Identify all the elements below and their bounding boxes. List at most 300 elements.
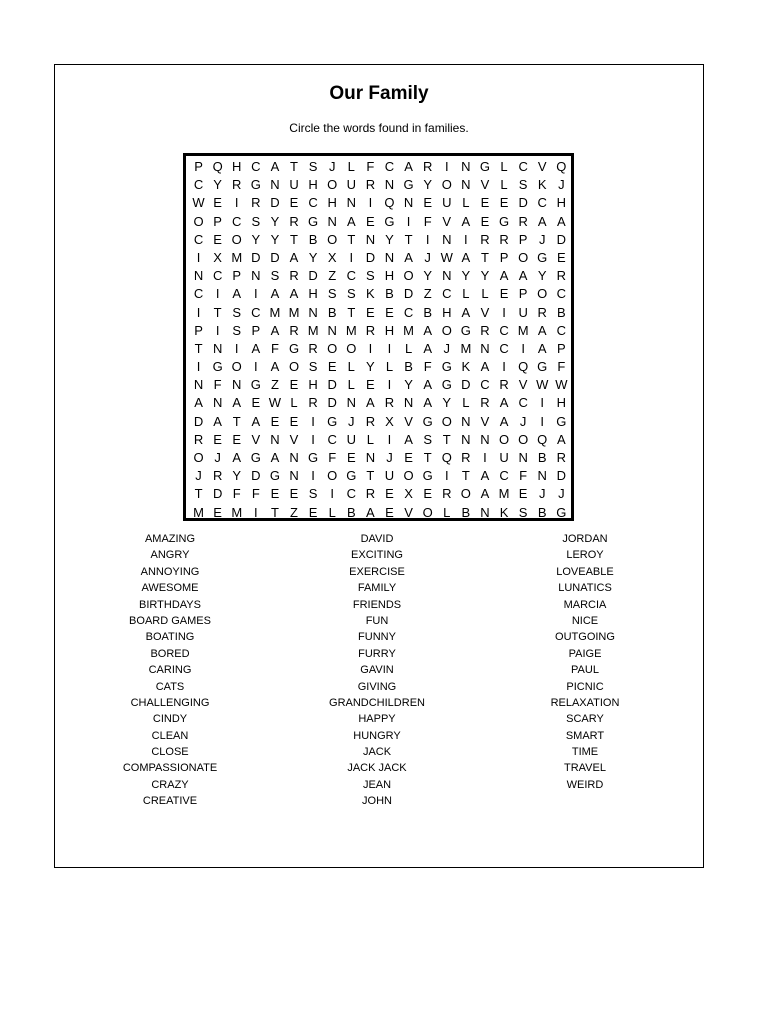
grid-letter: I [311,413,315,429]
grid-letter: Y [213,177,222,193]
word-list-item: NICE [571,614,599,627]
grid-letter: R [289,322,299,338]
word-list-item: CLEAN [151,729,189,742]
grid-letter: R [556,450,567,465]
grid-letter: D [556,468,567,484]
grid-letter: S [270,268,280,284]
grid-letter: A [423,322,432,338]
grid-letter: D [461,377,471,393]
grid-letter: J [386,450,393,465]
grid-letter: S [251,213,261,229]
grid-letter: E [213,195,222,211]
grid-letter: I [196,304,201,320]
grid-letter: O [441,177,452,193]
grid-letter: V [404,504,413,520]
grid-letter: A [461,249,471,265]
grid-letter: W [536,377,549,393]
grid-letter: O [403,268,414,284]
grid-letter: N [346,395,356,411]
grid-letter: K [366,286,375,302]
grid-letter: A [480,486,490,502]
grid-letter: M [307,322,319,338]
grid-letter: I [234,195,239,211]
grid-letter: O [441,322,452,338]
grid-letter: S [327,286,337,302]
grid-letter: G [537,359,548,375]
grid-letter: E [385,304,394,320]
grid-letter: C [518,159,528,174]
grid-letter: R [251,195,261,211]
grid-letter: M [269,304,281,320]
grid-letter: Y [404,377,413,393]
grid-letter: G [308,213,319,229]
grid-letter: F [557,359,566,375]
grid-letter: G [346,468,357,484]
grid-letter: J [558,486,565,502]
grid-letter: G [556,413,567,429]
grid-letter: C [556,322,567,338]
grid-letter: N [480,340,490,356]
grid-letter: E [289,486,299,502]
word-list-item: HUNGRY [353,729,401,742]
grid-letter: M [517,322,529,338]
grid-letter: N [289,468,299,484]
grid-letter: R [518,213,528,229]
grid-row [189,485,571,503]
grid-letter: E [308,504,318,520]
grid-letter: A [423,377,432,393]
grid-letter: E [346,450,356,465]
grid-letter: E [385,486,394,502]
grid-letter: O [518,431,529,447]
word-list-column-1 [90,531,250,810]
grid-letter: N [289,450,299,465]
word-list-item: GRANDCHILDREN [329,696,425,709]
grid-letter: F [232,486,241,502]
grid-letter: V [480,177,490,193]
grid-letter: Y [251,231,261,247]
grid-letter: O [231,231,242,247]
grid-letter: L [347,359,355,375]
grid-letter: J [519,413,527,429]
grid-letter: A [251,340,261,356]
grid-letter: G [479,159,491,174]
grid-letter: A [461,304,471,320]
grid-letter: V [289,431,299,447]
grid-letter: N [461,177,471,193]
grid-letter: C [251,304,261,320]
grid-letter: N [518,450,528,465]
grid-letter: Y [366,359,375,375]
grid-letter: A [499,268,509,284]
grid-letter: G [441,359,452,375]
grid-letter: M [193,504,204,520]
grid-letter: T [461,468,470,484]
grid-letter: I [444,159,449,174]
grid-letter: T [404,231,413,247]
grid-letter: A [366,395,375,411]
word-list-item: LEROY [566,549,604,562]
grid-row [189,449,571,467]
word-list-item: AWESOME [141,582,199,595]
grid-letter: U [384,468,395,484]
grid-letter: H [556,195,567,211]
grid-letter: R [232,177,242,193]
grid-letter: T [232,413,241,429]
grid-letter: R [193,431,204,447]
grid-letter: P [213,213,222,229]
grid-letter: I [425,231,430,247]
grid-letter: I [464,231,468,247]
grid-letter: R [365,177,376,193]
grid-letter: E [289,377,299,393]
word-list-item: FUN [365,614,389,627]
grid-letter: F [519,468,528,484]
grid-letter: G [460,322,471,338]
grid-letter: E [556,249,566,265]
grid-letter: N [327,213,337,229]
page-title: Our Family [329,83,429,104]
grid-letter: G [403,177,414,193]
grid-letter: R [480,395,490,411]
grid-letter: A [556,213,566,229]
grid-letter: W [555,377,568,393]
grid-letter: H [384,268,395,284]
grid-letter: X [385,413,394,429]
grid-letter: N [365,231,376,247]
grid-letter: L [500,159,508,174]
grid-letter: F [213,377,222,393]
grid-letter: R [499,377,509,393]
grid-letter: C [232,213,242,229]
grid-letter: G [537,249,548,265]
grid-letter: R [422,159,433,174]
word-list-item: ANGRY [150,549,190,562]
grid-row [189,467,571,485]
grid-letter: C [499,340,509,356]
grid-letter: N [384,249,395,265]
grid-letter: D [251,468,261,484]
word-list-item: EXCITING [351,549,403,562]
grid-letter: J [424,249,431,265]
grid-letter: Y [232,468,242,484]
grid-letter: R [480,322,490,338]
word-list-column-3 [505,531,665,793]
word-list-item: FRIENDS [352,598,402,611]
grid-row [189,267,571,285]
word-list-item: LUNATICS [558,582,612,595]
grid-letter: T [423,450,432,465]
grid-row [189,176,571,194]
grid-letter: S [346,286,356,302]
grid-letter: I [387,431,392,447]
grid-letter: O [346,340,357,356]
grid-letter: E [499,286,509,302]
grid-letter: X [327,249,337,265]
word-list-item: MARCIA [563,598,607,611]
word-list-item: CRAZY [151,778,189,791]
grid-letter: M [231,249,243,265]
word-list-item: JACK [362,746,392,759]
grid-letter: E [366,213,375,229]
grid-letter: D [308,268,318,284]
grid-letter: B [346,504,356,520]
grid-row [189,194,571,212]
word-list-item: CINDY [152,713,188,726]
grid-letter: I [349,249,354,265]
grid-letter: I [234,340,239,356]
grid-letter: D [270,195,280,211]
grid-letter: B [423,304,432,320]
grid-letter: O [327,231,338,247]
grid-letter: J [214,450,221,465]
grid-letter: W [440,249,453,265]
grid-letter: N [251,268,261,284]
grid-letter: E [366,377,375,393]
grid-letter: A [232,450,242,465]
grid-letter: S [518,504,528,520]
grid-letter: E [480,195,490,211]
grid-letter: D [251,249,261,265]
grid-letter: Z [290,504,298,520]
grid-letter: E [289,413,299,429]
grid-letter: N [365,450,376,465]
grid-letter: I [483,450,487,465]
grid-letter: B [385,286,394,302]
grid-letter: C [537,195,547,211]
grid-letter: A [232,286,242,302]
grid-letter: A [480,359,490,375]
grid-letter: B [537,450,547,465]
grid-letter: S [232,322,242,338]
grid-letter: A [213,413,222,429]
grid-letter: C [193,286,204,302]
grid-letter: I [368,195,373,211]
grid-letter: C [346,268,356,284]
grid-letter: C [193,177,204,193]
grid-letter: L [328,504,336,520]
grid-letter: C [308,195,318,211]
grid-letter: U [499,450,509,465]
grid-letter: C [518,395,528,411]
grid-letter: Q [212,159,223,174]
grid-letter: R [461,450,471,465]
grid-letter: N [480,431,490,447]
grid-letter: X [213,249,222,265]
grid-letter: A [499,395,509,411]
grid-letter: H [308,377,318,393]
word-list-item: JEAN [362,778,392,791]
grid-letter: I [502,359,506,375]
grid-letter: C [212,268,223,284]
grid-letter: C [499,322,509,338]
grid-letter: H [308,177,318,193]
grid-letter: A [423,395,432,411]
grid-letter: N [193,268,204,284]
grid-letter: T [347,304,356,320]
grid-letter: C [403,304,414,320]
grid-letter: L [347,377,355,393]
grid-letter: A [556,431,566,447]
word-list-item: TRAVEL [564,762,606,775]
grid-letter: R [308,340,318,356]
grid-row [189,322,571,340]
grid-letter: E [518,486,528,502]
grid-letter: S [366,268,375,284]
grid-letter: D [518,195,528,211]
grid-letter: T [442,431,451,447]
grid-letter: Z [328,268,337,284]
grid-letter: L [290,395,298,411]
grid-letter: L [500,177,508,193]
grid-letter: L [385,359,394,375]
grid-letter: A [270,450,280,465]
word-list-item: BOATING [145,631,195,644]
grid-letter: Y [537,268,547,284]
grid-letter: L [481,286,489,302]
grid-letter: E [423,486,432,502]
grid-letter: I [502,304,506,320]
word-list-item: OUTGOING [555,631,615,644]
word-list-item: SMART [565,729,605,742]
grid-letter: Y [423,177,432,193]
grid-letter: M [403,322,414,338]
grid-letter: R [289,213,299,229]
grid-row [189,213,571,231]
grid-letter: R [442,486,452,502]
grid-letter: V [480,304,490,320]
word-list-item: CATS [155,680,185,693]
grid-letter: R [480,231,490,247]
grid-letter: A [537,340,547,356]
grid-letter: G [250,177,261,193]
grid-letter: I [196,249,201,265]
grid-letter: U [346,431,356,447]
grid-letter: I [387,377,392,393]
grid-letter: U [289,177,299,193]
grid-letter: A [270,359,280,375]
grid-letter: I [444,468,449,484]
grid-letter: J [328,159,336,174]
word-list-item: CARING [148,664,192,677]
grid-letter: N [270,177,280,193]
word-list-item: LOVEABLE [556,565,614,578]
grid-letter: A [251,413,261,429]
grid-letter: I [254,504,258,520]
grid-letter: O [537,286,548,302]
grid-letter: V [480,413,490,429]
grid-letter: P [518,286,528,302]
instructions: Circle the words found in families. [289,121,469,135]
grid-letter: D [327,395,337,411]
grid-letter: E [366,304,375,320]
word-list-item: CHALLENGING [130,696,210,709]
grid-letter: N [461,413,471,429]
grid-letter: M [288,304,300,320]
grid-letter: L [347,159,355,174]
grid-letter: D [365,249,376,265]
grid-letter: N [327,322,337,338]
word-list-item: BOARD GAMES [129,614,211,627]
word-list-item: FURRY [358,647,396,660]
grid-letter: S [308,159,318,174]
grid-letter: A [404,431,413,447]
grid-letter: L [366,431,374,447]
grid-letter: O [441,413,452,429]
grid-letter: U [518,304,528,320]
grid-letter: C [384,159,395,174]
grid-letter: A [537,213,547,229]
grid-letter: S [308,359,318,375]
grid-letter: A [423,340,432,356]
grid-letter: F [251,486,260,502]
grid-letter: H [327,195,337,211]
grid-letter: V [442,213,452,229]
grid-letter: W [192,195,205,211]
grid-letter: A [404,159,413,174]
grid-letter: O [327,340,338,356]
grid-letter: V [518,377,528,393]
grid-letter: H [384,322,395,338]
grid-letter: T [290,231,298,247]
grid-letter: G [250,377,261,393]
grid-letter: E [385,504,394,520]
grid-letter: D [193,413,204,429]
word-list-item: RELAXATION [550,696,620,709]
grid-letter: K [499,504,509,520]
grid-letter: Q [384,195,395,211]
grid-letter: F [423,359,432,375]
grid-letter: P [232,268,242,284]
grid-letter: S [308,486,318,502]
grid-letter: N [384,177,395,193]
grid-letter: N [232,377,242,393]
grid-letter: R [308,395,318,411]
grid-letter: E [213,504,222,520]
grid-letter: R [212,468,223,484]
grid-letter: Y [461,268,471,284]
grid-letter: P [194,322,203,338]
grid-letter: Y [270,231,280,247]
grid-letter: F [423,213,432,229]
grid-letter: C [480,377,490,393]
grid-letter: Y [442,395,452,411]
grid-letter: N [461,431,471,447]
grid-letter: Z [423,286,432,302]
grid-letter: Q [556,159,567,174]
grid-letter: D [403,286,414,302]
grid-letter: P [251,322,261,338]
grid-letter: C [251,159,261,174]
word-list-item: HAPPY [358,713,396,726]
grid-letter: Y [270,213,280,229]
letter-grid [183,153,574,521]
word-list-item: SCARY [566,713,604,726]
grid-letter: D [270,249,280,265]
grid-letter: O [327,177,338,193]
grid-letter: R [384,395,395,411]
grid-letter: H [232,159,242,174]
grid-letter: E [404,450,413,465]
grid-row [189,231,571,249]
grid-letter: A [518,268,528,284]
grid-letter: I [387,340,392,356]
word-list-column-2 [297,531,457,810]
grid-row [189,504,571,522]
grid-letter: E [213,231,222,247]
grid-letter: E [251,395,261,411]
word-list-item: ANNOYING [140,565,200,578]
